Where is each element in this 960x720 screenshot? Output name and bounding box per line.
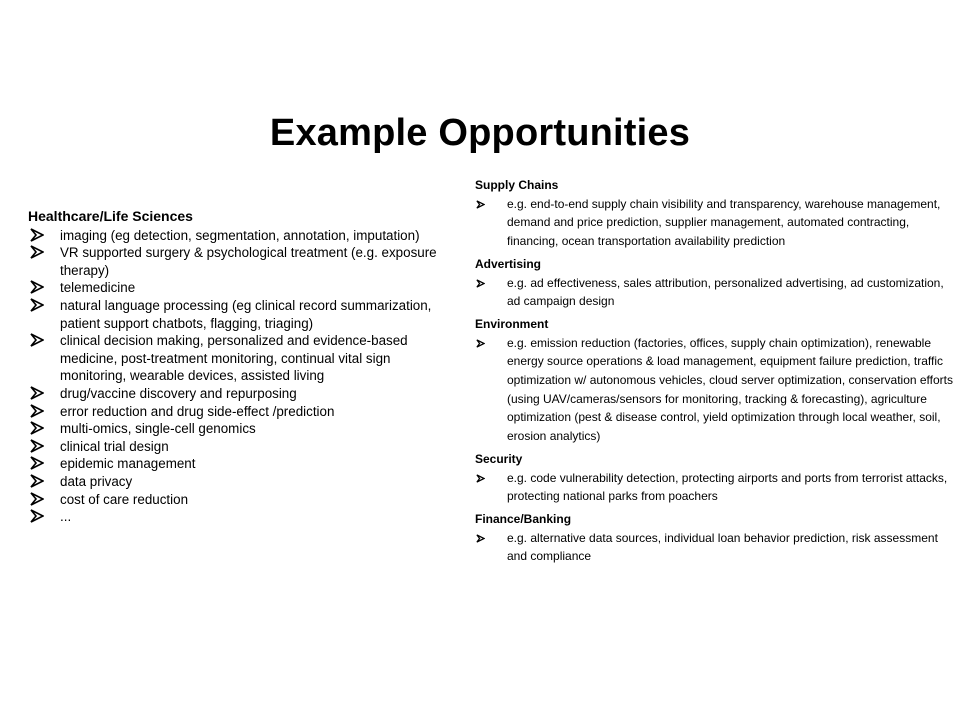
section-item: [475, 195, 960, 251]
section-heading: Supply Chains: [475, 178, 559, 192]
section-supply-chains: [475, 176, 960, 251]
list-item-text: ...: [60, 509, 72, 525]
list-item-text: multi-omics, single-cell genomics: [60, 421, 256, 437]
section-item: [475, 529, 960, 566]
arrowhead-bullet-icon: [30, 492, 44, 506]
list-item: [28, 508, 448, 526]
section-finance-banking: [475, 510, 960, 566]
arrowhead-bullet-icon: [30, 439, 44, 453]
slide-title: Example Opportunities: [269, 112, 691, 154]
healthcare-column: [28, 208, 448, 526]
arrowhead-bullet-icon: [476, 534, 485, 543]
section-security: [475, 450, 960, 506]
list-item-text: cost of care reduction: [60, 491, 189, 507]
section-item-text: e.g. end-to-end supply chain visibility and transparency, warehouse management, demand and price prediction, supplier management, automated contracting, financing, ocean transportation availability prediction: [507, 196, 941, 249]
list-item: [28, 332, 448, 385]
section-heading: Finance/Banking: [475, 511, 572, 526]
list-item: [28, 403, 448, 421]
list-item-text: clinical trial design: [60, 438, 169, 454]
list-item: [28, 244, 448, 279]
section-item: [475, 274, 960, 311]
arrowhead-bullet-icon: [30, 245, 44, 259]
industries-column: [475, 176, 960, 570]
healthcare-list: [28, 227, 448, 526]
list-item-text: imaging (eg detection, segmentation, annotation, imputation): [60, 227, 420, 243]
arrowhead-bullet-icon: [30, 333, 44, 347]
section-item-text: e.g. ad effectiveness, sales attribution, personalized advertising, ad customization, ad campaign design: [507, 275, 944, 309]
section-item-text: e.g. alternative data sources, individual loan behavior prediction, risk assessment and compliance: [507, 530, 938, 564]
list-item-text: VR supported surgery & psychological treatment (e.g. exposure therapy): [60, 245, 437, 278]
section-environment: [475, 315, 960, 446]
arrowhead-bullet-icon: [30, 386, 44, 400]
list-item: [28, 279, 448, 297]
list-item: [28, 297, 448, 332]
arrowhead-bullet-icon: [30, 228, 44, 242]
arrowhead-bullet-icon: [476, 474, 485, 483]
section-item-text: e.g. emission reduction (factories, offices, supply chain optimization), renewable energy source operations & load management, equipment failure prediction, traffic optimization w/ autonomous vehicles, cloud server optimization, conservation efforts (using UAV/cameras/sensors for monitoring, tracking & forecasting), agriculture optimization (pest & disease control, yield optimization through local weather, soil, erosion analytics): [507, 335, 953, 444]
list-item-text: clinical decision making, personalized and evidence-based medicine, post-treatment monitoring, continual vital sign monitoring, wearable devices, assisted living: [60, 333, 408, 384]
list-item: [28, 473, 448, 491]
healthcare-heading: Healthcare/Life Sciences: [28, 208, 193, 224]
section-item: [475, 334, 960, 446]
arrowhead-bullet-icon: [30, 509, 44, 523]
section-heading: Advertising: [475, 256, 542, 271]
arrowhead-bullet-icon: [476, 279, 485, 288]
section-advertising: [475, 255, 960, 311]
list-item: [28, 438, 448, 456]
list-item: [28, 420, 448, 438]
arrowhead-bullet-icon: [476, 200, 485, 209]
list-item-text: data privacy: [60, 473, 133, 489]
section-item: [475, 469, 960, 506]
section-heading: Environment: [475, 316, 549, 331]
list-item-text: natural language processing (eg clinical record summarization, patient support chatbots, flagging, triaging): [60, 297, 432, 331]
section-item-text: e.g. code vulnerability detection, protecting airports and ports from terrorist attacks, protecting national parks from poachers: [507, 470, 948, 504]
arrowhead-bullet-icon: [30, 421, 44, 435]
list-item-text: telemedicine: [60, 280, 136, 296]
list-item: [28, 455, 448, 473]
list-item: [28, 385, 448, 403]
list-item: [28, 227, 448, 245]
arrowhead-bullet-icon: [476, 339, 485, 348]
arrowhead-bullet-icon: [30, 298, 44, 312]
arrowhead-bullet-icon: [30, 404, 44, 418]
list-item-text: epidemic management: [60, 456, 196, 472]
list-item: [28, 491, 448, 509]
section-heading: Security: [475, 451, 523, 466]
arrowhead-bullet-icon: [30, 280, 44, 294]
list-item-text: error reduction and drug side-effect /prediction: [60, 403, 335, 419]
arrowhead-bullet-icon: [30, 474, 44, 488]
arrowhead-bullet-icon: [30, 456, 44, 470]
list-item-text: drug/vaccine discovery and repurposing: [60, 385, 297, 401]
